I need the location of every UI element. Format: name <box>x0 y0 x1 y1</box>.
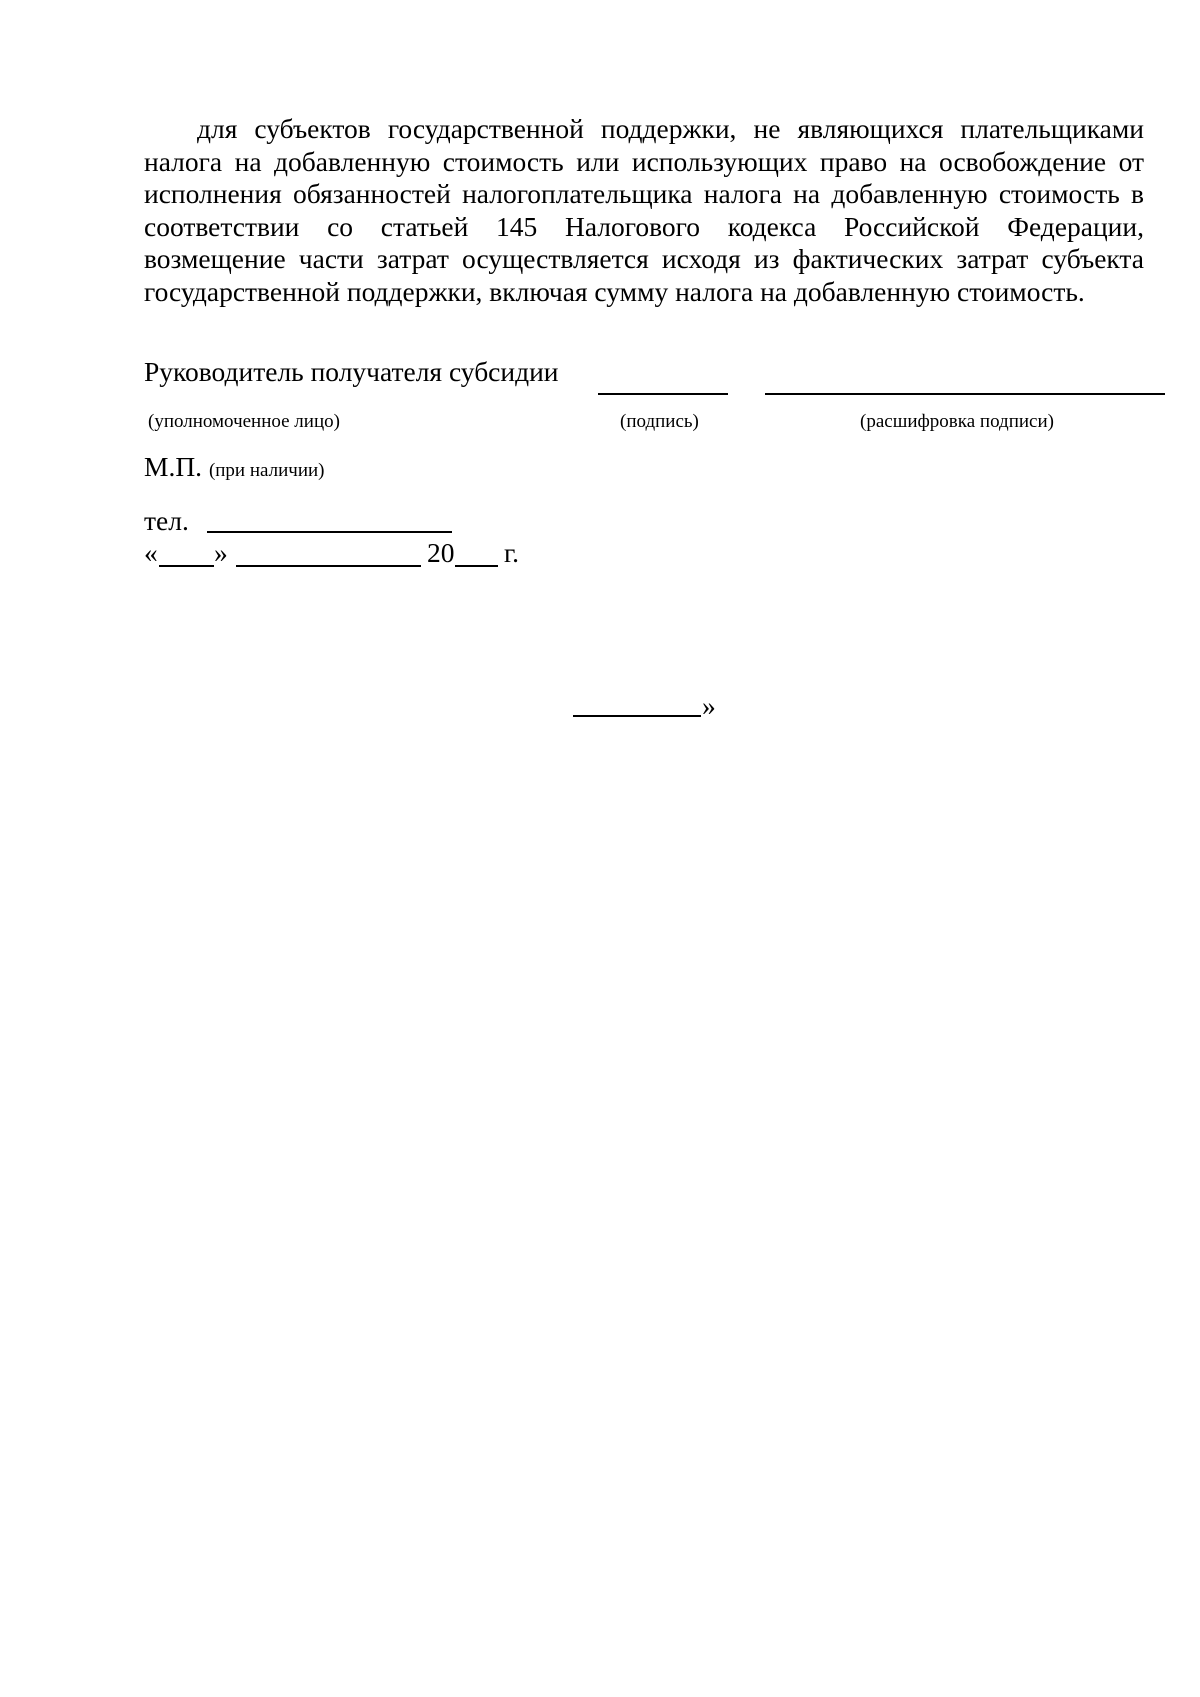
date-month-blank <box>236 565 421 567</box>
closing-quote: » <box>702 690 716 721</box>
decoding-caption: (расшифровка подписи) <box>860 411 1054 432</box>
stamp-note: (при наличии) <box>208 460 325 481</box>
body-paragraph: для субъектов государственной поддержки, не являющихся плательщиками налога на добавленную стоимость или использующих право на освобождение от исполнения обязанностей налогоплательщика налога на добавленную стоимость в соответствии со статьей 145 Налогового кодекса Российской Федерации, возмещение части затрат осуществляется исходя из фактических затрат субъекта государственной поддержки, включая сумму налога на добавленную стоимость. <box>144 113 1144 307</box>
stamp-label: М.П. <box>144 451 203 482</box>
date-year-prefix: 20 <box>427 537 455 568</box>
phone-label: тел. <box>144 505 189 536</box>
signature-caption: (подпись) <box>620 411 699 432</box>
signature-blank <box>598 393 728 395</box>
closing-blank <box>573 715 701 717</box>
stamp-line <box>144 451 325 487</box>
date-day-blank <box>159 565 214 567</box>
authorized-caption: (уполномоченное лицо) <box>148 411 340 432</box>
date-year-blank <box>455 565 498 567</box>
date-close-quote: » <box>214 537 228 568</box>
date-year-suffix: г. <box>504 537 520 568</box>
date-open-quote: « <box>144 537 158 568</box>
phone-blank <box>207 531 452 533</box>
signature-decoding-blank <box>765 393 1165 395</box>
head-label: Руководитель получателя субсидии <box>144 356 559 387</box>
